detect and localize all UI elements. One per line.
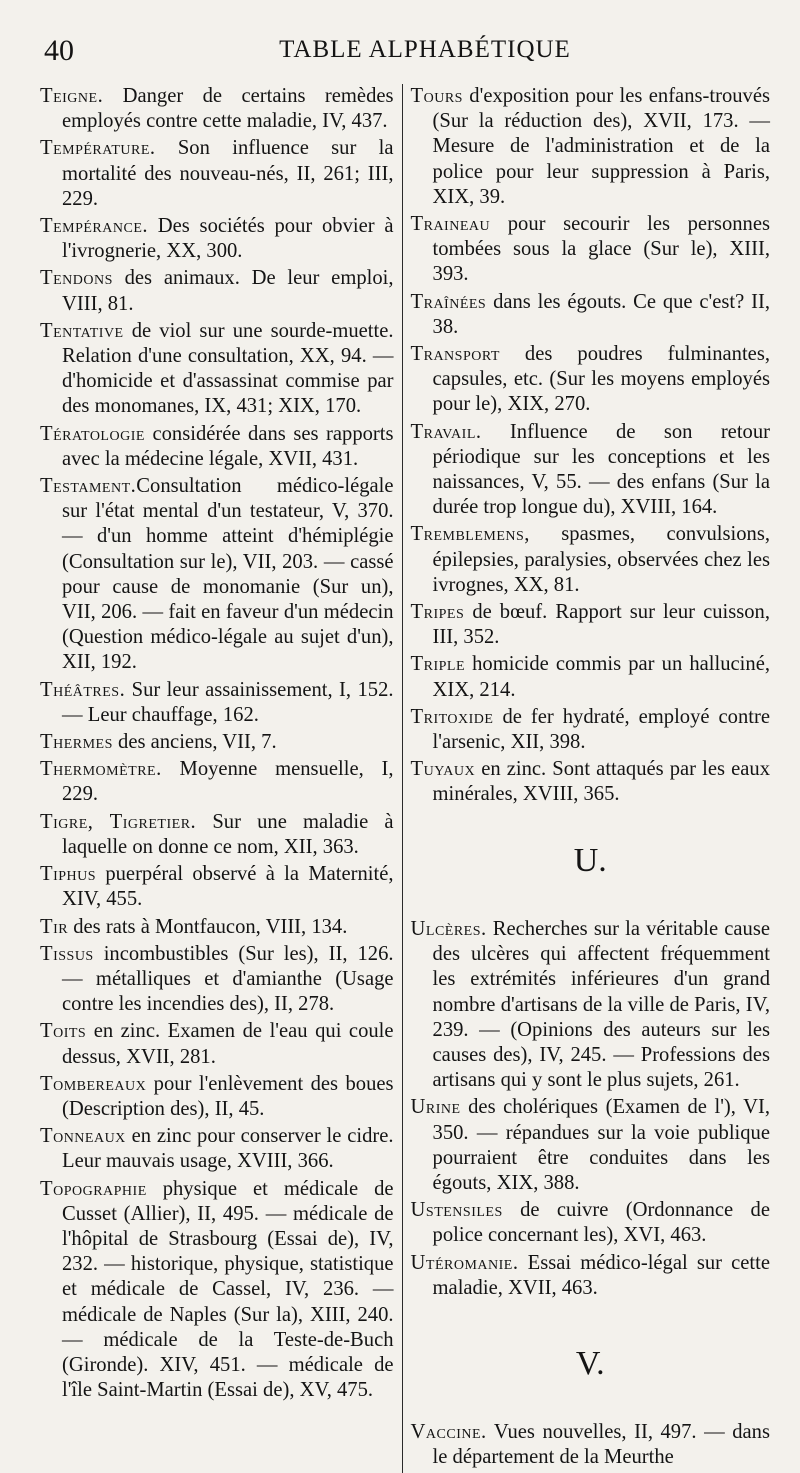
entry-text: en zinc. Examen de l'eau qui coule dessus, XVII, 281. (62, 1020, 394, 1068)
index-entry (40, 136, 394, 212)
entry-headword: Ustensiles (410, 1199, 503, 1222)
section-heading-u: U. (573, 841, 607, 879)
index-entry (40, 757, 394, 807)
entry-text: Recherches sur la véritable cause des ulcères qui affectent fréquemment les extrémités inférieures d'un grand nombre d'artisans de la ville de Paris, IV, 239. — (Opinions des auteurs sur les causes des), IV, 245. — Professions des artisans qui y sont le plus sujets, 261. (432, 917, 770, 1092)
entry-text: des cholériques (Examen de l'), VI, 350. — répandues sur la voie publique pourraient être conduites dans les égouts, XIX, 388. (432, 1096, 770, 1194)
entry-text: de bœuf. Rapport sur leur cuisson, III, 352. (432, 601, 770, 649)
index-entry (411, 917, 770, 1093)
entry-headword: Thermomètre. (40, 758, 162, 781)
entry-headword: Testament. (40, 475, 137, 498)
entry-text: de fer hydraté, employé contre l'arsenic, XII, 398. (432, 705, 770, 754)
index-entry (40, 1019, 394, 1069)
index-entry (40, 678, 394, 728)
entry-text: Moyenne mensuelle, I, 229. (62, 758, 394, 806)
entry-text: pour l'enlèvement des boues (Description des), II, 45. (62, 1072, 394, 1120)
page-header (40, 30, 770, 80)
entry-headword: Tonneaux (40, 1125, 126, 1148)
entry-headword: Théâtres. (40, 678, 126, 701)
entry-headword: Tendons (40, 267, 113, 290)
entry-headword: Tombereaux (40, 1072, 147, 1095)
index-entry (40, 1072, 394, 1122)
index-entry (40, 319, 394, 420)
entry-text: Danger de certains remèdes employés contre cette maladie, IV, 437. (62, 85, 394, 133)
index-entry (40, 214, 394, 264)
entry-text: considérée dans ses rapports avec la médecine légale, XVII, 431. (62, 422, 394, 470)
entry-text: dans les égouts. Ce que c'est? II, 38. (432, 290, 770, 338)
entry-text: Des sociétés pour obvier à l'ivrognerie, XX, 300. (62, 215, 394, 263)
entry-headword: Tritoxide (410, 705, 494, 728)
entry-headword: Ulcères. (410, 917, 487, 940)
entry-text: d'exposition pour les enfans-trouvés (Sur la réduction des), XVII, 173. — Mesure de l'administration et de la police pour leur suppression à Paris, XIX, 39. (432, 85, 770, 208)
section-heading-v: V. (575, 1344, 605, 1382)
entry-text: de viol sur une sourde-muette. Relation d'une consultation, XX, 94. — d'homicide et d'assassinat commise par des monomanes, IX, 431; XIX, 170. (62, 319, 394, 418)
entry-headword: Température. (40, 137, 156, 160)
index-entry (411, 1095, 770, 1196)
entry-headword: Tuyaux (410, 758, 476, 781)
entry-headword: Tissus (40, 942, 94, 965)
entry-headword: Utéromanie. (410, 1251, 519, 1274)
index-entry (40, 1177, 394, 1404)
entry-text: en zinc pour conserver le cidre. Leur mauvais usage, XVIII, 366. (62, 1125, 394, 1173)
entry-headword: Traineau (410, 213, 491, 236)
index-entry (40, 730, 394, 755)
entry-headword: Tripes (410, 601, 465, 624)
entry-headword: Urine (410, 1096, 461, 1119)
index-entry (411, 342, 770, 418)
entry-headword: Tours (410, 85, 463, 107)
entry-text: Sur une maladie à laquelle on donne ce nom, XII, 363. (62, 810, 394, 858)
entry-headword: Vaccine. (410, 1421, 487, 1444)
index-entry (40, 266, 394, 316)
entry-text: homicide commis par un halluciné, XIX, 214. (432, 653, 770, 701)
right-column (402, 84, 770, 1473)
entries-t-continued (411, 84, 770, 808)
index-entry (40, 422, 394, 472)
entry-headword: Tremblemens, (410, 523, 530, 546)
entry-headword: Transport (410, 343, 500, 366)
entry-text: physique et médicale de Cusset (Allier), II, 495. — médicale de l'hôpital de Strasbourg (Essai de), IV, 232. — historique, physique, statistique et médicale de Cassel, IV, 236. — médicale de Naples (Sur la), XIII, 240. — médicale de la Teste-de-Buch (Gironde). XIV, 451. — médicale de l'île Saint-Martin (Essai de), XV, 475. (62, 1177, 394, 1402)
page-number: 40 (44, 34, 74, 67)
entry-text: Consultation médico-légale sur l'état mental d'un testateur, V, 370. — d'un homme atteint d'hémiplégie (Consultation sur le), VII, 203. — cassé pour cause de monomanie (Sur un), VII, 206. — fait en faveur d'un médecin (Question médico-légale au sujet d'un), XII, 192. (62, 475, 394, 674)
entry-headword: Teigne. (40, 85, 104, 107)
entry-text: Essai médico-légal sur cette maladie, XVII, 463. (432, 1251, 770, 1299)
entry-text: des rats à Montfaucon, VIII, 134. (68, 915, 348, 938)
entry-text: puerpéral observé à la Maternité, XIV, 455. (62, 863, 394, 911)
entry-headword: Toits (40, 1020, 87, 1043)
index-entry (40, 915, 394, 940)
entry-text: Vues nouvelles, II, 497. — dans le département de la Meurthe (432, 1421, 770, 1469)
index-entry (40, 474, 394, 676)
entry-headword: Thermes (40, 731, 113, 754)
entry-text: Sur leur assainissement, I, 152. — Leur chauffage, 162. (62, 678, 394, 726)
index-entry (411, 1198, 770, 1248)
index-entry (411, 1420, 770, 1470)
index-entry (40, 862, 394, 912)
entry-text: Influence de son retour périodique sur les conceptions et les naissances, V, 55. — des enfans (Sur la durée trop longue du), XVIII, 164. (432, 420, 770, 519)
entry-text: Son influence sur la mortalité des nouveau-nés, II, 261; III, 229. (62, 137, 394, 210)
entry-headword: Tigre, Tigretier. (40, 810, 197, 833)
entry-headword: Tiphus (40, 863, 97, 886)
index-entry (40, 942, 394, 1018)
entry-headword: Tempérance. (40, 215, 149, 238)
index-entry (411, 522, 770, 598)
entry-text: de cuivre (Ordonnance de police concernant les), XVI, 463. (432, 1199, 770, 1247)
entry-headword: Triple (410, 653, 466, 676)
entry-text: pour secourir les personnes tombées sous la glace (Sur le), XIII, 393. (432, 213, 770, 286)
entry-headword: Tératologie (40, 422, 145, 445)
index-entry (411, 420, 770, 521)
entry-text: des anciens, VII, 7. (112, 731, 277, 754)
index-entry (40, 810, 394, 860)
entry-headword: Tir (40, 915, 69, 938)
index-entry (411, 757, 770, 807)
running-title: TABLE ALPHABÉTIQUE (279, 36, 571, 63)
entry-headword: Tentative (40, 319, 124, 342)
entry-text: des poudres fulminantes, capsules, etc. (Sur les moyens employés pour le), XIX, 270. (432, 343, 770, 416)
index-entry (411, 705, 770, 755)
entry-text: incombustibles (Sur les), II, 126. — métalliques et d'amianthe (Usage contre les incendies des), II, 278. (62, 942, 394, 1016)
entry-text: des animaux. De leur emploi, VIII, 81. (62, 267, 394, 315)
entry-text: spasmes, convulsions, épilepsies, paralysies, observées chez les ivrognes, XX, 81. (432, 523, 770, 596)
entry-text: en zinc. Sont attaqués par les eaux minérales, XVIII, 365. (432, 758, 770, 806)
index-columns (40, 84, 770, 1473)
entries-v (411, 1420, 770, 1470)
left-column (40, 84, 402, 1473)
index-entry (411, 84, 770, 210)
entry-headword: Travail. (410, 420, 482, 443)
index-entry (411, 212, 770, 288)
index-entry (411, 600, 770, 650)
index-entry (40, 84, 394, 134)
entry-headword: Topographie (40, 1177, 147, 1200)
entries-u (411, 917, 770, 1301)
index-entry (411, 652, 770, 702)
index-entry (411, 290, 770, 340)
entry-headword: Traînées (410, 290, 487, 313)
index-entry (40, 1124, 394, 1174)
index-entry (411, 1251, 770, 1301)
